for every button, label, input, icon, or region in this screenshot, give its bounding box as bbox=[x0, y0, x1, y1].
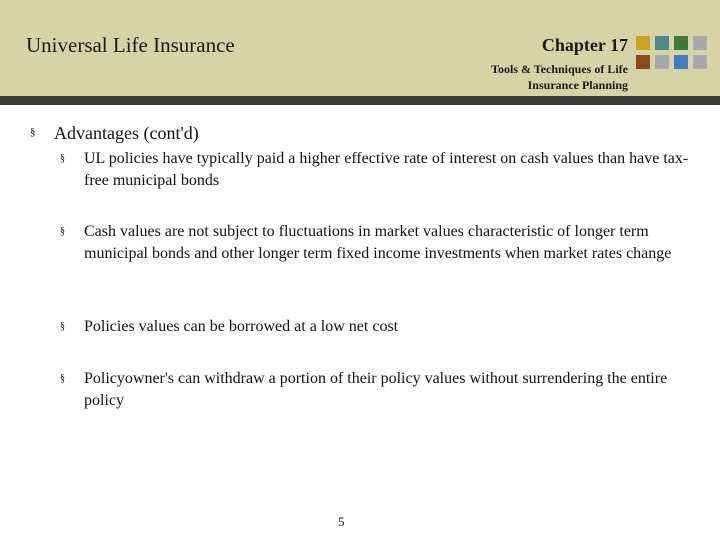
item-bullet: § bbox=[60, 153, 65, 164]
item-bullet: § bbox=[60, 373, 65, 384]
item-text: Cash values are not subject to fluctuations in market values characteristic of longer term municipal bonds and other longer term fixed income investments when market rates change bbox=[84, 223, 672, 262]
slide-title: Universal Life Insurance bbox=[26, 33, 235, 57]
item-text: Policyowner's can withdraw a portion of their policy values without surrendering the entire policy bbox=[84, 370, 668, 409]
page-number: 5 bbox=[338, 514, 345, 529]
chapter-label: Chapter 17 bbox=[541, 35, 628, 55]
subtitle-line-1: Tools & Techniques of Life bbox=[491, 62, 628, 76]
chapter-subtitle bbox=[428, 61, 628, 93]
heading-bullet: § bbox=[30, 126, 36, 138]
square-gold bbox=[636, 36, 650, 50]
slide-content bbox=[0, 105, 720, 540]
square-green bbox=[674, 36, 688, 50]
subtitle-line-2: Insurance Planning bbox=[527, 78, 628, 92]
item-text: Policies values can be borrowed at a low net cost bbox=[84, 318, 399, 335]
item-bullet: § bbox=[60, 321, 65, 332]
square-teal bbox=[655, 36, 669, 50]
item-text: UL policies have typically paid a higher effective rate of interest on cash values than have tax-free municipal bonds bbox=[84, 150, 689, 189]
slide-header bbox=[0, 0, 720, 96]
heading-text: Advantages (cont'd) bbox=[54, 123, 199, 143]
square-gray bbox=[693, 36, 707, 50]
item-bullet: § bbox=[60, 226, 65, 237]
square-blue bbox=[674, 55, 688, 69]
header-divider-bar bbox=[0, 96, 720, 105]
square-gray-2 bbox=[655, 55, 669, 69]
square-gray-3 bbox=[693, 55, 707, 69]
square-brown bbox=[636, 55, 650, 69]
